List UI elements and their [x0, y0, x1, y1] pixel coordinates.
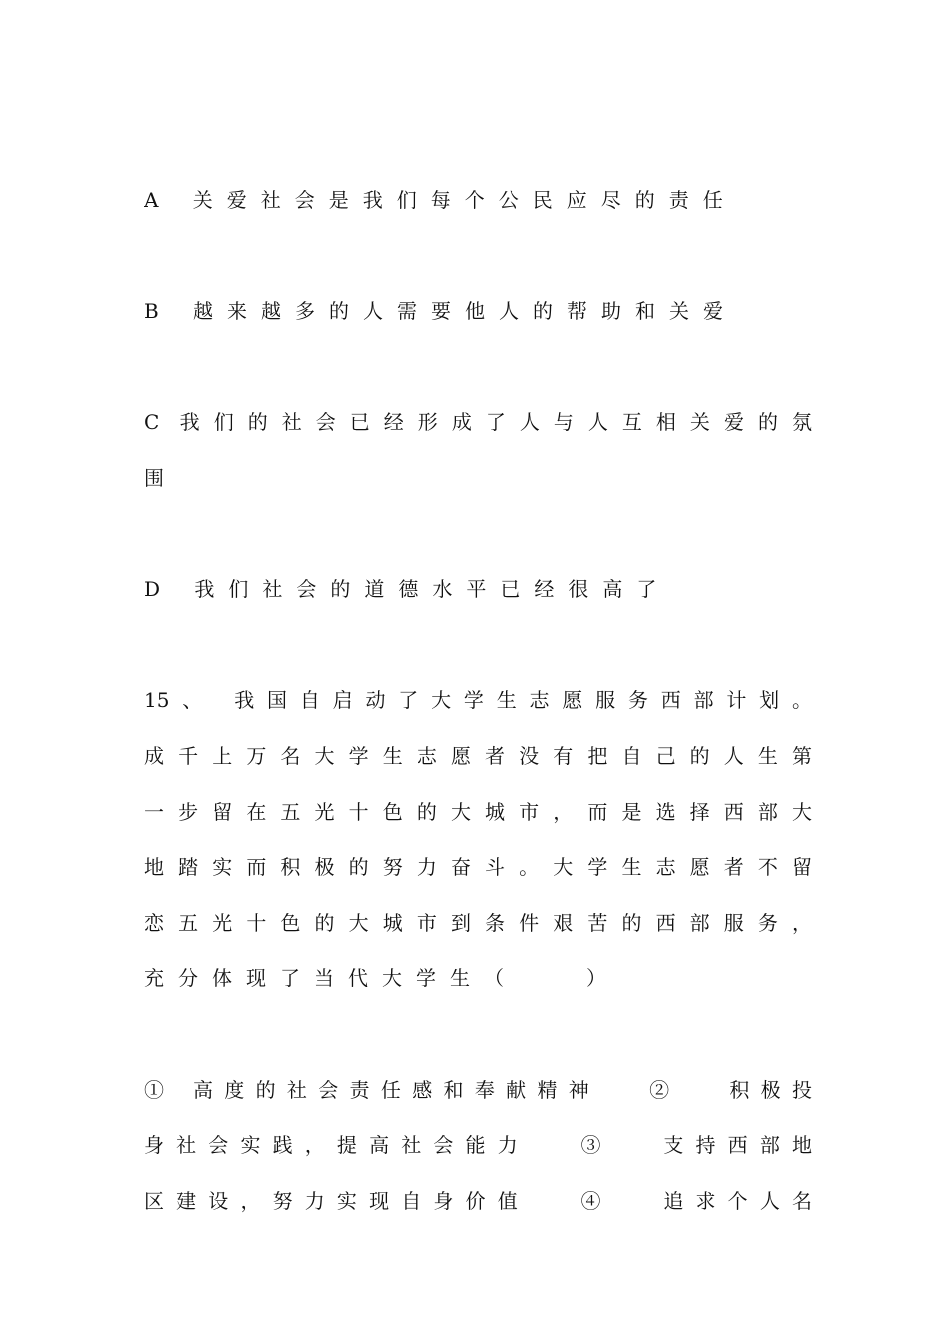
- question-15-line-2: 成千上万名大学生志愿者没有把自己的人生第: [144, 744, 812, 768]
- option-c-line-1: C 我们的社会已经形成了人与人互相关爱的氛: [144, 410, 812, 434]
- choices-line-1: ① 高度的社会责任感和奉献精神 ② 积极投: [144, 1078, 812, 1102]
- option-b: B 越来越多的人需要他人的帮助和关爱: [144, 299, 738, 323]
- question-15-line-4: 地踏实而积极的努力奋斗。大学生志愿者不留: [144, 855, 812, 879]
- question-15-line-5: 恋五光十色的大城市到条件艰苦的西部服务，: [144, 911, 812, 935]
- option-d: D 我们社会的道德水平已经很高了: [144, 577, 671, 601]
- question-15-line-3: 一步留在五光十色的大城市，而是选择西部大: [144, 800, 812, 824]
- question-15-line-6: 充分体现了当代大学生（ ）: [144, 966, 620, 990]
- choices-line-2: 身社会实践，提高社会能力 ③ 支持西部地: [144, 1133, 812, 1157]
- question-15-line-1: 15、 我国自启动了大学生志愿服务西部计划。: [144, 688, 812, 712]
- option-c-line-2: 围: [144, 466, 178, 490]
- choices-line-3: 区建设，努力实现自身价值 ④ 追求个人名: [144, 1189, 812, 1213]
- option-a: A 关爱社会是我们每个公民应尽的责任: [144, 188, 737, 212]
